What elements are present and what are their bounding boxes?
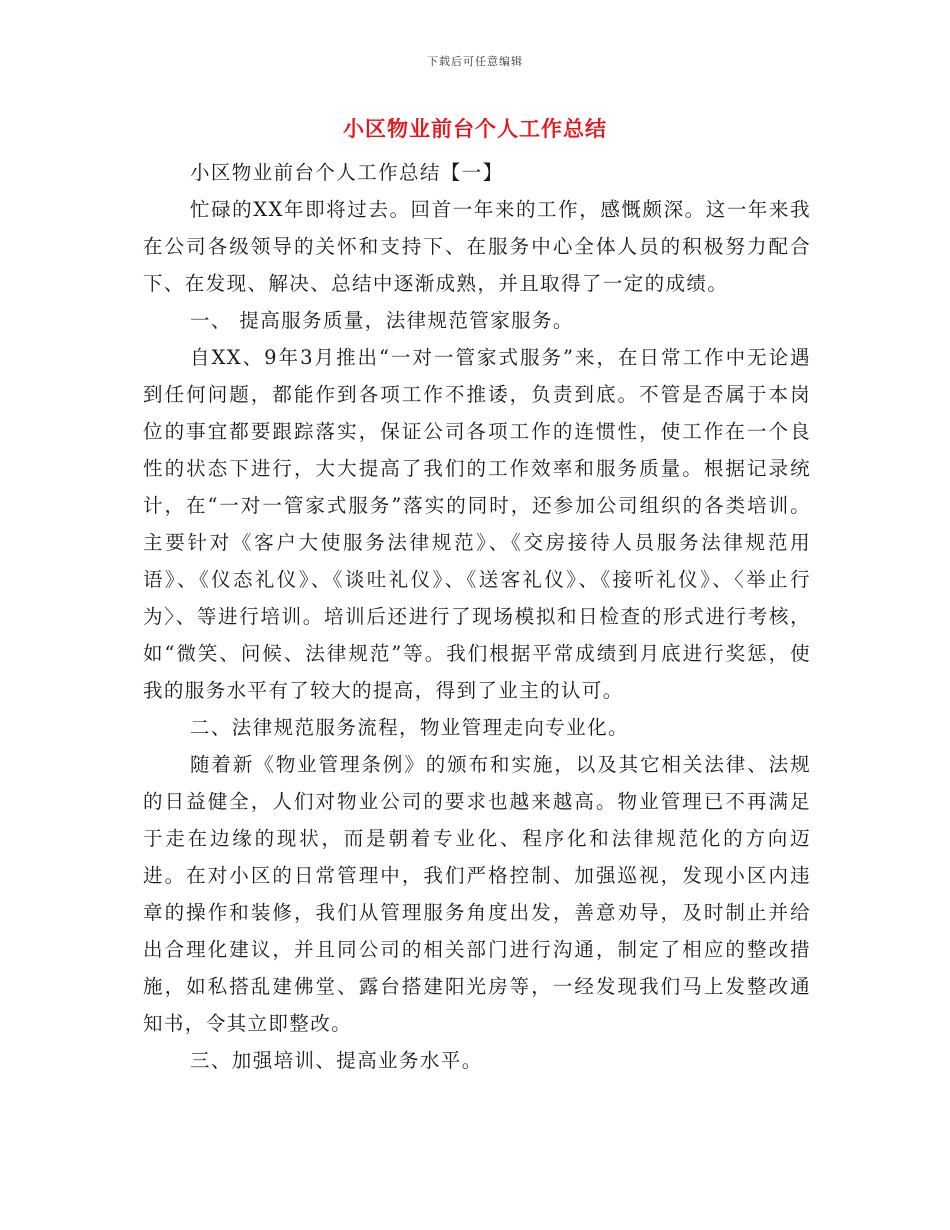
section-1-paragraph: 自XX、9年3月推出“一对一管家式服务”来，在日常工作中无论遇到任何问题，都能作到各项工作不推诿，负责到底。不管是否属于本岗位的事宜都要跟踪落实，保证公司各项工作的连惯性，使工作在一个良性的状态下进行，大大提高了我们的工作效率和服务质量。根据记录统计，在“一对一管家式服务”落实的同时，还参加公司组织的各类培训。主要针对《客户大使服务法律规范》、《交房接待人员服务法律规范用语》、《仪态礼仪》、《谈吐礼仪》、《送客礼仪》、《接听礼仪》、〈举止行为〉、等进行培训。培训后还进行了现场模拟和日检查的形式进行考核，如“微笑、问候、法律规范”等。我们根据平常成绩到月底进行奖惩，使我的服务水平有了较大的提高，得到了业主的认可。 xyxy=(143,346,811,702)
section-2-paragraph: 随着新《物业管理条例》的颁布和实施，以及其它相关法律、法规的日益健全，人们对物业公司的要求也越来越高。物业管理已不再满足于走在边缘的现状，而是朝着专业化、程序化和法律规范化的方向迈进。在对小区的日常管理中，我们严格控制、加强巡视，发现小区内违章的操作和装修，我们从管理服务角度出发，善意劝导，及时制止并给出合理化建议，并且同公司的相关部门进行沟通，制定了相应的整改措施，如私搭乱建佛堂、露台搭建阳光房等，一经发现我们马上发整改通知书，令其立即整改。 xyxy=(143,753,811,1035)
document-title: 小区物业前台个人工作总结 xyxy=(343,117,607,141)
section-heading-part-one: 小区物业前台个人工作总结【一】 xyxy=(190,161,504,184)
section-heading-2: 二、法律规范服务流程，物业管理走向专业化。 xyxy=(190,716,629,739)
section-heading-1: 一、 提高服务质量，法律规范管家服务。 xyxy=(190,309,574,332)
document-body xyxy=(143,154,811,1079)
intro-paragraph: 忙碌的XX年即将过去。回首一年来的工作，感慨颇深。这一年来我在公司各级领导的关怀和支持下、在服务中心全体人员的积极努力配合下、在发现、解决、总结中逐渐成熟，并且取得了一定的成绩。 xyxy=(143,198,811,295)
section-heading-3: 三、加强培训、提高业务水平。 xyxy=(190,1049,483,1072)
header-note: 下载后可任意编辑 xyxy=(427,55,523,68)
